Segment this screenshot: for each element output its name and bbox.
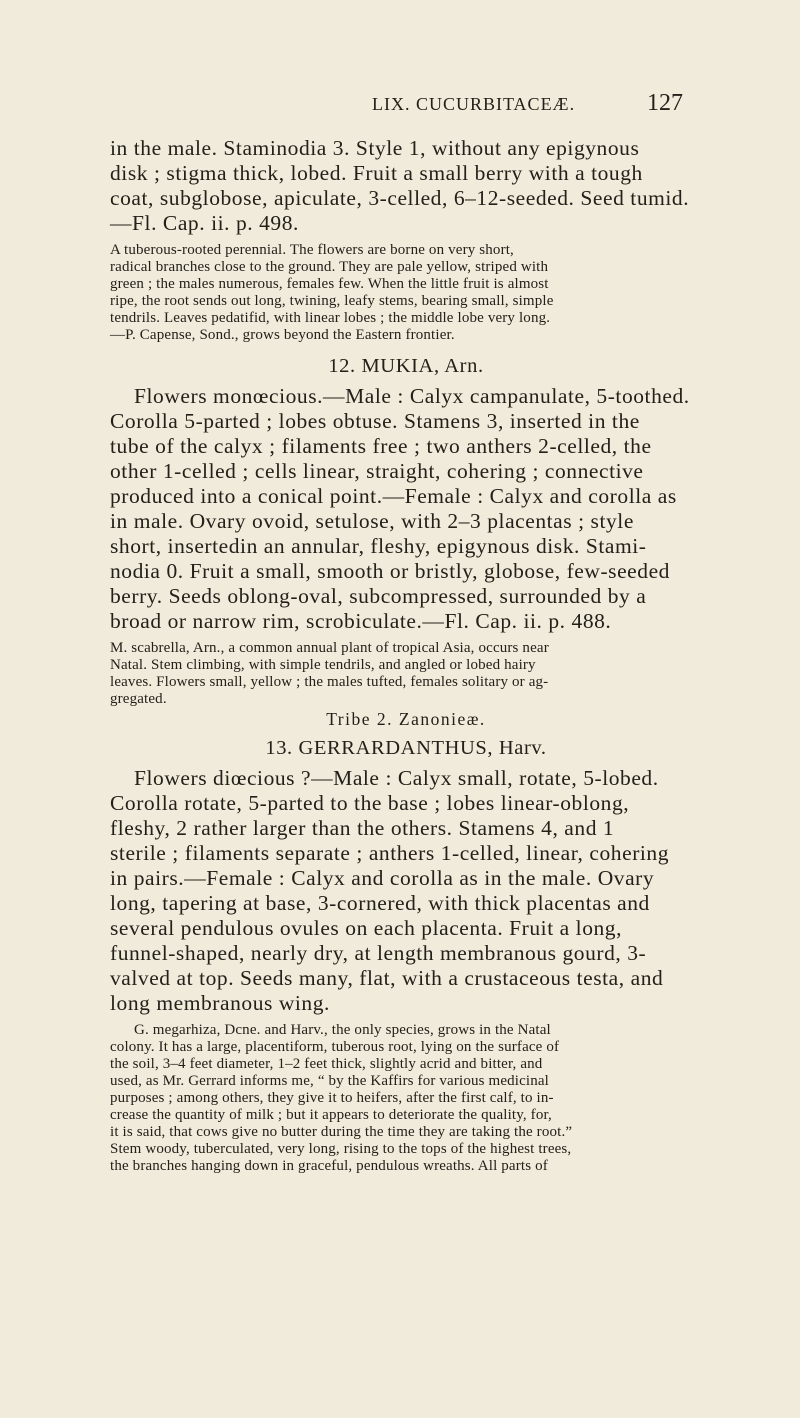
running-title: LIX. CUCURBITACEÆ. — [372, 94, 576, 114]
text-line: in pairs.—Female : Calyx and corolla as in the male. Ovary — [110, 866, 655, 890]
text-line: valved at top. Seeds many, flat, with a crustaceous testa, and — [110, 966, 664, 990]
text-line: other 1-celled ; cells linear, straight, cohering ; connective — [110, 459, 644, 483]
text-line: berry. Seeds oblong-oval, subcompressed, surrounded by a — [110, 584, 647, 608]
text-line: gregated. — [110, 691, 167, 707]
species-note — [110, 640, 702, 708]
text-line: coat, subglobose, apiculate, 3-celled, 6–12-seeded. Seed tumid. — [110, 186, 690, 210]
text-line: it is said, that cows give no butter during the time they are taking the root.” — [110, 1124, 573, 1140]
text-line: —P. Capense, Sond., grows beyond the Eastern frontier. — [110, 327, 455, 343]
running-header — [0, 90, 800, 124]
page-number: 127 — [647, 90, 683, 116]
text-line: several pendulous ovules on each placenta. Fruit a long, — [110, 916, 623, 940]
text-line: sterile ; filaments separate ; anthers 1-celled, linear, cohering — [110, 841, 670, 865]
text-line: tendrils. Leaves pedatifid, with linear lobes ; the middle lobe very long. — [110, 310, 551, 326]
text-line: the soil, 3–4 feet diameter, 1–2 feet thick, slightly acrid and bitter, and — [110, 1056, 543, 1072]
text-line: crease the quantity of milk ; but it appears to deteriorate the quality, for, — [110, 1107, 552, 1123]
text-line: leaves. Flowers small, yellow ; the males tufted, females solitary or ag- — [110, 674, 549, 690]
text-line: used, as Mr. Gerrard informs me, “ by the Kaffirs for various medicinal — [110, 1073, 549, 1089]
text-line: Corolla rotate, 5-parted to the base ; lobes linear-oblong, — [110, 791, 630, 815]
text-line: ripe, the root sends out long, twining, leafy stems, bearing small, simple — [110, 293, 554, 309]
genus-heading: 12. MUKIA, Arn. — [328, 355, 484, 377]
text-line: nodia 0. Fruit a small, smooth or bristly, globose, few-seeded — [110, 559, 670, 583]
text-line: produced into a conical point.—Female : Calyx and corolla as — [110, 484, 677, 508]
text-line: funnel-shaped, nearly dry, at length membranous gourd, 3- — [110, 941, 647, 965]
tribe-heading: Tribe 2. Zanonieæ. — [326, 709, 486, 729]
text-line: Natal. Stem climbing, with simple tendrils, and angled or lobed hairy — [110, 657, 536, 673]
text-line: G. megarhiza, Dcne. and Harv., the only species, grows in the Natal — [134, 1022, 551, 1038]
text-line: short, insertedin an annular, fleshy, epigynous disk. Stami- — [110, 534, 647, 558]
text-line: green ; the males numerous, females few. When the little fruit is almost — [110, 276, 549, 292]
species-note — [110, 242, 702, 344]
text-line: radical branches close to the ground. They are pale yellow, striped with — [110, 259, 549, 275]
text-line: A tuberous-rooted perennial. The flowers are borne on very short, — [110, 242, 514, 258]
continuation-paragraph — [110, 136, 702, 236]
text-line: in the male. Staminodia 3. Style 1, without any epigynous — [110, 136, 640, 160]
genus-description — [110, 766, 702, 1016]
text-line: Flowers diœcious ?—Male : Calyx small, rotate, 5-lobed. — [134, 766, 659, 790]
page-body — [110, 136, 702, 1175]
text-line: colony. It has a large, placentiform, tuberous root, lying on the surface of — [110, 1039, 560, 1055]
text-line: Corolla 5-parted ; lobes obtuse. Stamens 3, inserted in the — [110, 409, 640, 433]
species-note — [110, 1022, 702, 1175]
text-line: in male. Ovary ovoid, setulose, with 2–3 placentas ; style — [110, 509, 634, 533]
text-line: long, tapering at base, 3-cornered, with thick placentas and — [110, 891, 650, 915]
text-line: disk ; stigma thick, lobed. Fruit a small berry with a tough — [110, 161, 643, 185]
genus-heading: 13. GERRARDANTHUS, Harv. — [265, 737, 547, 759]
text-line: long membranous wing. — [110, 991, 330, 1015]
text-line: broad or narrow rim, scrobiculate.—Fl. Cap. ii. p. 488. — [110, 609, 612, 633]
text-line: fleshy, 2 rather larger than the others. Stamens 4, and 1 — [110, 816, 615, 840]
text-line: Flowers monœcious.—Male : Calyx campanulate, 5-toothed. — [134, 384, 690, 408]
text-line: tube of the calyx ; filaments free ; two anthers 2-celled, the — [110, 434, 652, 458]
text-line: purposes ; among others, they give it to heifers, after the first calf, to in- — [110, 1090, 554, 1106]
text-line: —Fl. Cap. ii. p. 498. — [110, 211, 299, 235]
genus-description — [110, 384, 702, 634]
text-line: Stem woody, tuberculated, very long, rising to the tops of the highest trees, — [110, 1141, 572, 1157]
text-line: M. scabrella, Arn., a common annual plant of tropical Asia, occurs near — [110, 640, 549, 656]
text-line: the branches hanging down in graceful, pendulous wreaths. All parts of — [110, 1158, 548, 1174]
